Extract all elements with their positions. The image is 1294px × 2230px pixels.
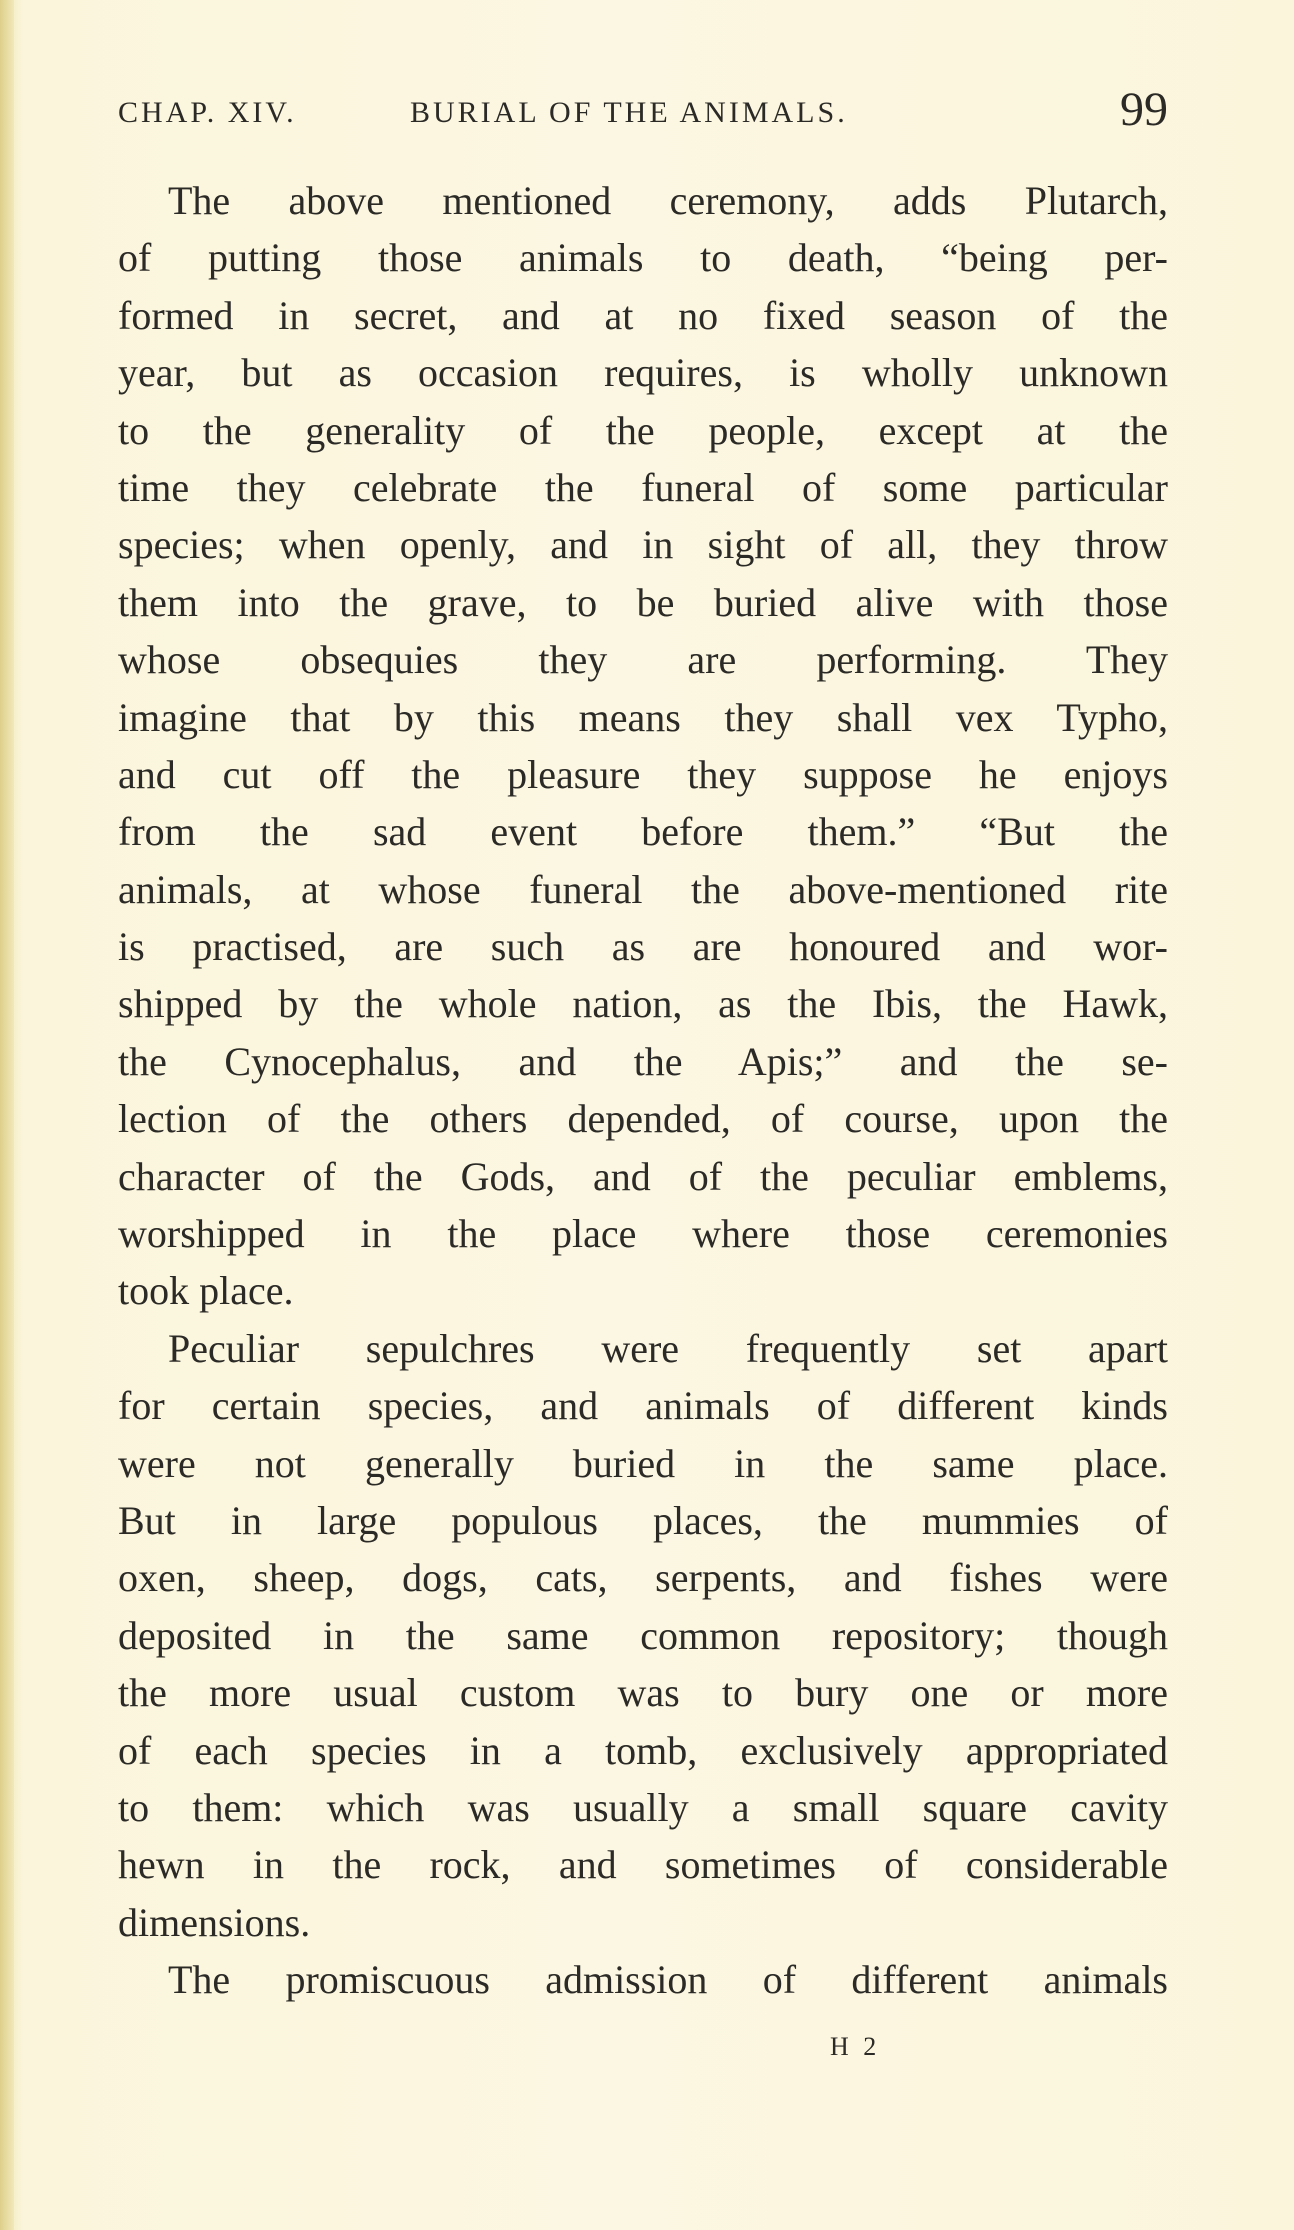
page-gutter-shadow [0, 0, 14, 2230]
text-line: imagine that by this means they shall vex Typho, [118, 694, 1168, 740]
text-line: formed in secret, and at no fixed season of the [118, 292, 1168, 338]
text-line: to them: which was usually a small square cavity [118, 1784, 1168, 1830]
text-line: shipped by the whole nation, as the Ibis, the Hawk, [118, 981, 1168, 1027]
text-line: The above mentioned ceremony, adds Plutarch, [168, 178, 1168, 223]
text-line: of each species in a tomb, exclusively appropriated [118, 1727, 1168, 1773]
text-line: hewn in the rock, and sometimes of considerable [118, 1842, 1168, 1888]
text-line: species; when openly, and in sight of all, they throw [118, 522, 1168, 568]
text-line: from the sad event before them.” “But the [118, 809, 1168, 855]
text-line: dimensions. [118, 1899, 311, 1945]
chapter-title: BURIAL OF THE ANIMALS. [410, 96, 848, 129]
text-line: took place. [118, 1268, 294, 1314]
text-line: worshipped in the place where those ceremonies [118, 1211, 1168, 1257]
chapter-label: CHAP. XIV. [118, 96, 297, 129]
text-line: for certain species, and animals of different kinds [118, 1383, 1168, 1429]
text-line: The promiscuous admission of different animals [168, 1957, 1168, 2003]
page-number: 99 [1120, 83, 1168, 136]
running-header [118, 83, 1168, 150]
text-line: of putting those animals to death, “being per- [118, 235, 1168, 281]
text-line: and cut off the pleasure they suppose he enjoys [118, 751, 1168, 797]
text-line: character of the Gods, and of the peculiar emblems, [118, 1153, 1168, 1199]
text-line: Peculiar sepulchres were frequently set apart [168, 1325, 1168, 1371]
text-line: year, but as occasion requires, is wholly unknown [118, 350, 1168, 396]
text-line: lection of the others depended, of course, upon the [118, 1096, 1168, 1142]
text-line: is practised, are such as are honoured and wor- [118, 924, 1168, 970]
text-line: them into the grave, to be buried alive with those [118, 579, 1168, 625]
text-line: the Cynocephalus, and the Apis;” and the se- [118, 1038, 1168, 1084]
text-line: animals, at whose funeral the above-mentioned rite [118, 866, 1168, 912]
text-line: deposited in the same common repository; though [118, 1612, 1168, 1658]
signature-mark: H 2 [830, 2032, 881, 2061]
text-line: the more usual custom was to bury one or more [118, 1670, 1168, 1716]
body-text [118, 172, 1168, 2009]
text-line: But in large populous places, the mummies of [118, 1497, 1168, 1543]
text-line: oxen, sheep, dogs, cats, serpents, and fishes were [118, 1555, 1168, 1601]
text-line: to the generality of the people, except at the [118, 407, 1168, 453]
text-line: time they celebrate the funeral of some particular [118, 464, 1168, 510]
text-line: were not generally buried in the same place. [118, 1440, 1168, 1486]
text-line: whose obsequies they are performing. They [118, 637, 1168, 683]
